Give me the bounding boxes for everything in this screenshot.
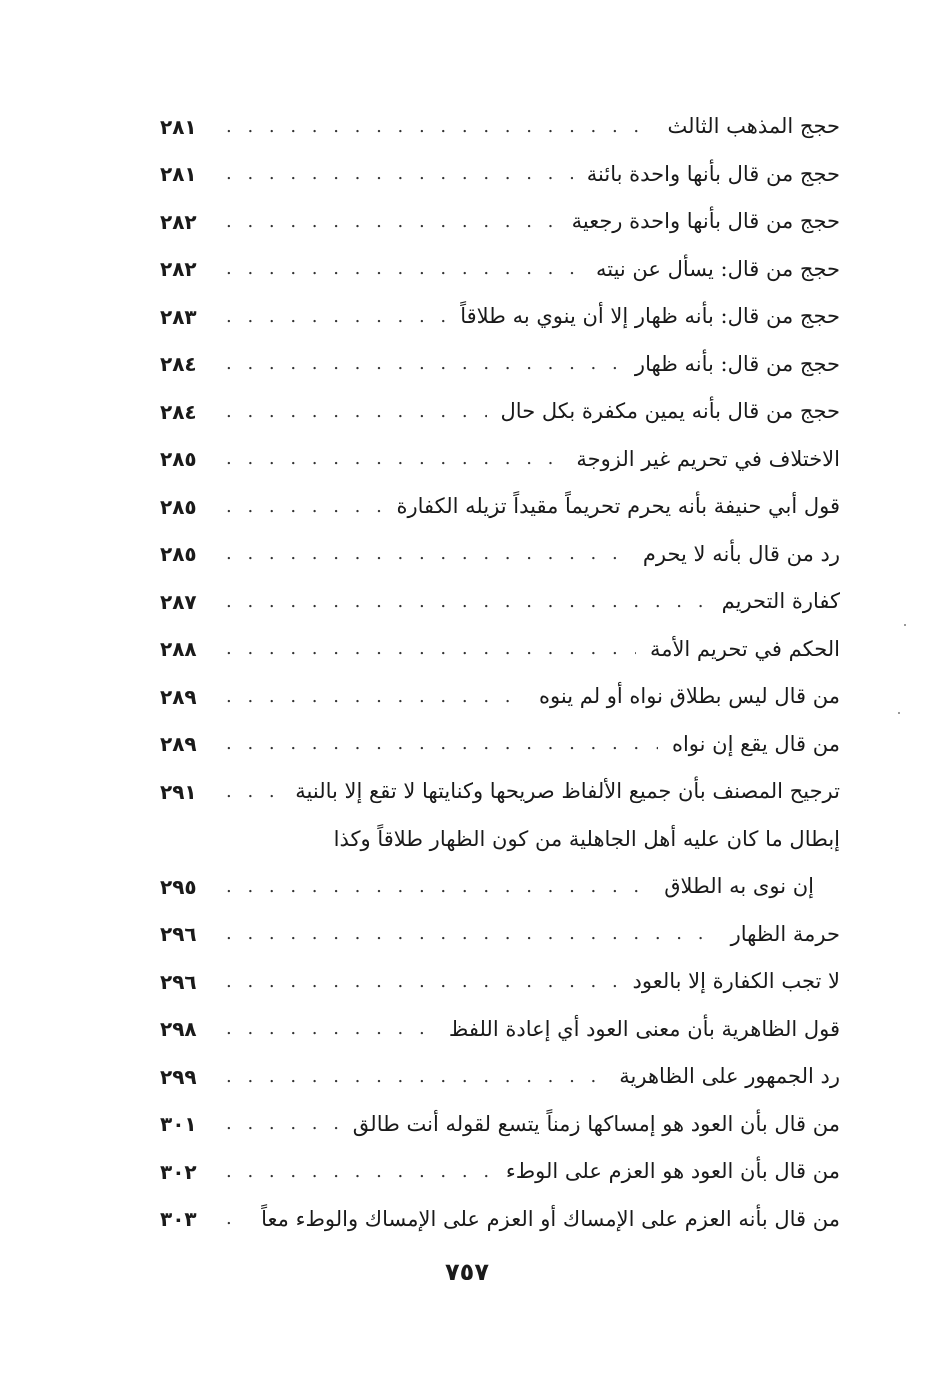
toc-entry-page: ٢٩٨	[160, 1017, 197, 1042]
toc-entry-title: قول أبي حنيفة بأنه يحرم تحريماً مقيداً تزيله الكفارة	[396, 494, 840, 519]
toc-entry-page: ٢٨٢	[160, 209, 197, 234]
toc-entry-title: إن نوى به الطلاق	[664, 874, 814, 899]
leader-dots	[226, 973, 619, 991]
toc-entry-page: ٢٨٤	[160, 352, 197, 377]
toc-entry-page: ٣٠٣	[160, 1207, 197, 1232]
toc-entry	[160, 103, 840, 151]
leader-dots	[226, 640, 636, 658]
leader-dots	[226, 593, 708, 611]
toc-entry-page: ٣٠١	[160, 1112, 197, 1137]
toc-entry	[160, 151, 840, 199]
toc-entry	[160, 1053, 840, 1101]
toc-entry-title: الحكم في تحريم الأمة	[649, 636, 840, 661]
leader-dots	[226, 878, 650, 896]
toc-entry-title: قول الظاهرية بأن معنى العود أي إعادة اللفظ	[448, 1016, 840, 1041]
toc-entry-page: ٢٨٩	[160, 732, 197, 757]
leader-dots	[226, 545, 629, 563]
toc-entry-page: ٢٨٥	[160, 542, 197, 567]
toc-entry-title: رد الجمهور على الظاهرية	[619, 1064, 840, 1089]
toc-entry	[160, 198, 840, 246]
leader-dots	[226, 1020, 435, 1038]
toc-entry-title: من قال بأن العود هو إمساكها زمناً يتسع لقوله أنت طالق	[352, 1111, 840, 1136]
toc-entry-title: الاختلاف في تحريم غير الزوجة	[576, 446, 840, 471]
toc-entry-title: رد من قال بأنه لا يحرم	[642, 541, 840, 566]
page-number: ٧٥٧	[445, 1258, 489, 1286]
toc-entry-continued	[160, 816, 840, 864]
toc-entry	[160, 531, 840, 579]
toc-entry	[160, 436, 840, 484]
scan-speck	[904, 624, 906, 626]
toc-entry-page: ٢٩٥	[160, 874, 197, 899]
toc-entry-page: ٢٨٧	[160, 589, 197, 614]
toc-entry-page: ٢٨١	[160, 162, 197, 187]
leader-dots	[226, 260, 582, 278]
leader-dots	[226, 498, 382, 516]
toc-entry-page: ٢٨٥	[160, 447, 197, 472]
toc-entry-title: كفارة التحريم	[721, 589, 840, 614]
toc-entry-title: حجج من قال بأنه يمين مكفرة بكل حال	[500, 399, 840, 424]
toc-entry-page: ٢٨٥	[160, 494, 197, 519]
toc-entry-page: ٢٩٦	[160, 922, 197, 947]
toc-entry	[160, 1101, 840, 1149]
toc-entry-page: ٢٨٩	[160, 684, 197, 709]
toc-entry	[160, 673, 840, 721]
toc-entry-title: حرمة الظهار	[730, 921, 840, 946]
leader-dots	[226, 165, 573, 183]
leader-dots	[226, 1210, 247, 1228]
toc-entry-page: ٢٩٦	[160, 969, 197, 994]
toc-entry-title: إبطال ما كان عليه أهل الجاهلية من كون الظهار طلاقاً وكذا	[333, 826, 840, 851]
toc-entry	[160, 293, 840, 341]
leader-dots	[226, 783, 281, 801]
toc-entry-title: حجج من قال بأنها واحدة رجعية	[571, 209, 840, 234]
toc-entry	[160, 768, 840, 816]
leader-dots	[226, 118, 653, 136]
toc-entry-page: ٢٨٨	[160, 637, 197, 662]
toc-entry-title: حجج المذهب الثالث	[667, 114, 840, 139]
toc-entry-title: ترجيح المصنف بأن جميع الألفاظ صريحها وكنايتها لا تقع إلا بالنية	[295, 779, 840, 804]
toc-entry-title: لا تجب الكفارة إلا بالعود	[632, 969, 840, 994]
leader-dots	[226, 1163, 492, 1181]
toc-entry-page: ٢٨٣	[160, 304, 197, 329]
leader-dots	[226, 213, 558, 231]
leader-dots	[226, 355, 621, 373]
toc-entry-title: من قال بأن العود هو العزم على الوطء	[505, 1159, 840, 1184]
toc-entry	[160, 863, 840, 911]
leader-dots	[226, 688, 525, 706]
toc-entry	[160, 721, 840, 769]
toc-entry	[160, 1148, 840, 1196]
leader-dots	[226, 450, 562, 468]
toc-entry-title: من قال بأنه العزم على الإمساك أو العزم على الإمساك والوطء معاً	[261, 1206, 840, 1231]
leader-dots	[226, 1068, 605, 1086]
toc-entry-page: ٢٨٤	[160, 399, 197, 424]
toc-entry	[160, 1196, 840, 1244]
toc-entry-title: من قال ليس بطلاق نواه أو لم ينوه	[539, 684, 840, 709]
leader-dots	[226, 403, 487, 421]
toc-entry-page: ٢٨١	[160, 114, 197, 139]
toc-entry	[160, 341, 840, 389]
toc-entry	[160, 911, 840, 959]
toc-entry	[160, 626, 840, 674]
toc-entry-title: حجج من قال: بأنه ظهار إلا أن ينوي به طلاقاً	[460, 304, 840, 329]
scan-speck	[898, 712, 900, 714]
leader-dots	[226, 1115, 339, 1133]
toc-entry-page: ٢٩١	[160, 779, 197, 804]
toc-entry-page: ٣٠٢	[160, 1159, 197, 1184]
toc-entry	[160, 958, 840, 1006]
toc-entry	[160, 1006, 840, 1054]
toc-entry-title: حجج من قال بأنها واحدة بائنة	[586, 161, 840, 186]
leader-dots	[226, 308, 446, 326]
toc-entry	[160, 388, 840, 436]
toc-entry	[160, 578, 840, 626]
table-of-contents	[160, 103, 840, 1243]
toc-entry-title: من قال يقع إن نواه	[671, 731, 840, 756]
toc-entry-title: حجج من قال: بأنه ظهار	[634, 351, 840, 376]
toc-entry-page: ٢٩٩	[160, 1064, 197, 1089]
toc-entry	[160, 483, 840, 531]
toc-entry-title: حجج من قال: يسأل عن نيته	[595, 256, 840, 281]
leader-dots	[226, 925, 717, 943]
toc-entry-page: ٢٨٢	[160, 257, 197, 282]
toc-entry	[160, 246, 840, 294]
leader-dots	[226, 735, 658, 753]
